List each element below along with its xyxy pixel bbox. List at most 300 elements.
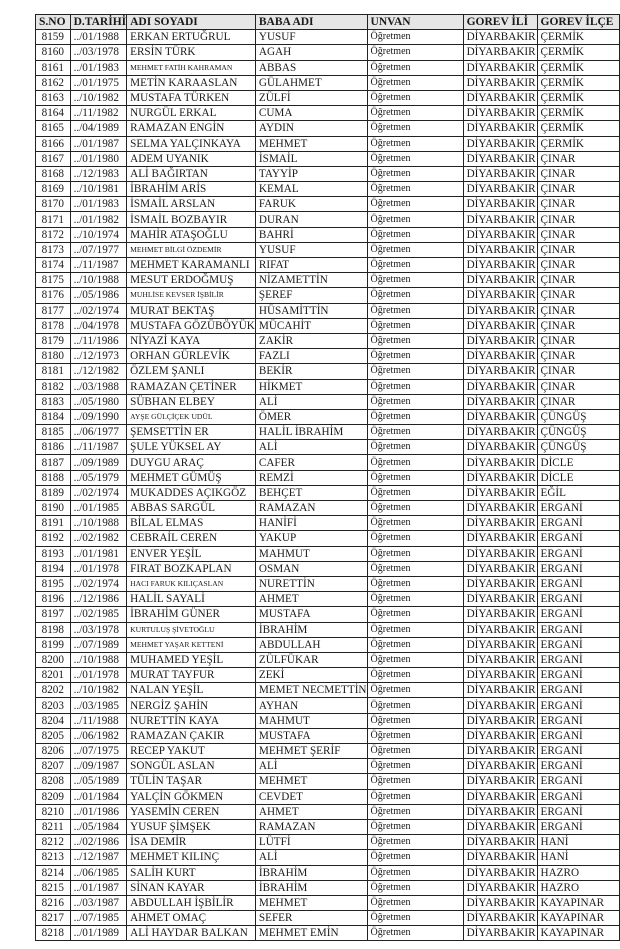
cell-sno: 8178	[36, 318, 71, 333]
cell-province: DİYARBAKIR	[463, 227, 537, 242]
table-row	[36, 45, 620, 60]
table-row	[36, 212, 620, 227]
cell-province: DİYARBAKIR	[463, 136, 537, 151]
cell-province: DİYARBAKIR	[463, 911, 537, 926]
cell-birth-date: ../02/1986	[70, 835, 127, 850]
cell-title: Öğretmen	[367, 364, 463, 379]
cell-father-name: ZAKİR	[255, 333, 367, 348]
cell-birth-date: ../01/1988	[70, 30, 127, 45]
cell-sno: 8176	[36, 288, 71, 303]
cell-district: ERGANİ	[537, 531, 620, 546]
cell-sno: 8169	[36, 182, 71, 197]
cell-father-name: YAKUP	[255, 531, 367, 546]
cell-province: DİYARBAKIR	[463, 774, 537, 789]
table-row	[36, 121, 620, 136]
cell-title: Öğretmen	[367, 880, 463, 895]
cell-sno: 8191	[36, 516, 71, 531]
cell-district: ÇINAR	[537, 151, 620, 166]
cell-birth-date: ../03/1985	[70, 698, 127, 713]
cell-sno: 8218	[36, 926, 71, 941]
cell-full-name: ŞULE YÜKSEL AY	[127, 440, 256, 455]
cell-sno: 8170	[36, 197, 71, 212]
cell-title: Öğretmen	[367, 637, 463, 652]
cell-birth-date: ../10/1988	[70, 273, 127, 288]
cell-father-name: AYHAN	[255, 698, 367, 713]
cell-full-name: RECEP YAKUT	[127, 744, 256, 759]
cell-title: Öğretmen	[367, 698, 463, 713]
cell-birth-date: ../05/1984	[70, 819, 127, 834]
cell-sno: 8163	[36, 90, 71, 105]
table-row	[36, 713, 620, 728]
cell-province: DİYARBAKIR	[463, 683, 537, 698]
cell-birth-date: ../10/1974	[70, 227, 127, 242]
cell-full-name: BİLAL ELMAS	[127, 516, 256, 531]
cell-birth-date: ../01/1978	[70, 561, 127, 576]
cell-father-name: FARUK	[255, 197, 367, 212]
table-row	[36, 759, 620, 774]
cell-father-name: İSMAİL	[255, 151, 367, 166]
table-row	[36, 197, 620, 212]
cell-district: ÇINAR	[537, 364, 620, 379]
cell-title: Öğretmen	[367, 516, 463, 531]
cell-father-name: HÜSAMİTTİN	[255, 303, 367, 318]
cell-full-name: SONGÜL ASLAN	[127, 759, 256, 774]
cell-full-name: ALİ HAYDAR BALKAN	[127, 926, 256, 941]
cell-title: Öğretmen	[367, 121, 463, 136]
table-row	[36, 895, 620, 910]
cell-province: DİYARBAKIR	[463, 90, 537, 105]
cell-father-name: ZEKİ	[255, 668, 367, 683]
cell-full-name: ÖZLEM ŞANLI	[127, 364, 256, 379]
cell-full-name: MEHMET YAŞAR KETTENİ	[127, 637, 256, 652]
cell-full-name: MUHLİSE KEVSER İŞBİLİR	[127, 288, 256, 303]
cell-birth-date: ../02/1985	[70, 607, 127, 622]
table-row	[36, 865, 620, 880]
cell-title: Öğretmen	[367, 531, 463, 546]
table-row	[36, 333, 620, 348]
cell-district: ERGANİ	[537, 759, 620, 774]
cell-district: ERGANİ	[537, 561, 620, 576]
cell-province: DİYARBAKIR	[463, 364, 537, 379]
table-row	[36, 318, 620, 333]
cell-full-name: MEHMET KILINÇ	[127, 850, 256, 865]
cell-title: Öğretmen	[367, 652, 463, 667]
cell-father-name: RAMAZAN	[255, 819, 367, 834]
cell-sno: 8205	[36, 728, 71, 743]
cell-province: DİYARBAKIR	[463, 455, 537, 470]
cell-sno: 8184	[36, 409, 71, 424]
cell-sno: 8214	[36, 865, 71, 880]
cell-province: DİYARBAKIR	[463, 759, 537, 774]
cell-father-name: MEHMET EMİN	[255, 926, 367, 941]
cell-district: DİCLE	[537, 455, 620, 470]
table-row	[36, 379, 620, 394]
cell-sno: 8187	[36, 455, 71, 470]
table-row	[36, 561, 620, 576]
cell-full-name: ABBAS SARGÜL	[127, 501, 256, 516]
cell-father-name: ABDULLAH	[255, 637, 367, 652]
cell-title: Öğretmen	[367, 501, 463, 516]
cell-district: ERGANİ	[537, 501, 620, 516]
cell-title: Öğretmen	[367, 151, 463, 166]
cell-sno: 8210	[36, 804, 71, 819]
cell-sno: 8202	[36, 683, 71, 698]
cell-district: ÇINAR	[537, 212, 620, 227]
table-row	[36, 60, 620, 75]
cell-father-name: ABBAS	[255, 60, 367, 75]
cell-district: ERGANİ	[537, 516, 620, 531]
table-row	[36, 273, 620, 288]
table-row	[36, 455, 620, 470]
cell-title: Öğretmen	[367, 728, 463, 743]
cell-birth-date: ../12/1987	[70, 850, 127, 865]
table-row	[36, 592, 620, 607]
cell-district: ÇERMİK	[537, 136, 620, 151]
cell-district: ÇINAR	[537, 242, 620, 257]
cell-title: Öğretmen	[367, 713, 463, 728]
cell-district: KAYAPINAR	[537, 911, 620, 926]
cell-title: Öğretmen	[367, 546, 463, 561]
cell-birth-date: ../01/1987	[70, 136, 127, 151]
cell-district: ERGANİ	[537, 622, 620, 637]
cell-title: Öğretmen	[367, 850, 463, 865]
teacher-assignment-list	[35, 14, 620, 941]
cell-sno: 8203	[36, 698, 71, 713]
cell-father-name: MÜCAHİT	[255, 318, 367, 333]
table-row	[36, 258, 620, 273]
cell-district: HAZRO	[537, 865, 620, 880]
cell-full-name: İBRAHİM GÜNER	[127, 607, 256, 622]
cell-sno: 8198	[36, 622, 71, 637]
cell-title: Öğretmen	[367, 819, 463, 834]
cell-father-name: HALİL İBRAHİM	[255, 425, 367, 440]
cell-father-name: AGAH	[255, 45, 367, 60]
table-row	[36, 774, 620, 789]
cell-birth-date: ../09/1987	[70, 759, 127, 774]
table-row	[36, 835, 620, 850]
cell-father-name: FAZLI	[255, 349, 367, 364]
cell-birth-date: ../11/1982	[70, 106, 127, 121]
table-row	[36, 394, 620, 409]
cell-birth-date: ../02/1974	[70, 576, 127, 591]
assignment-table	[35, 14, 620, 941]
table-row	[36, 288, 620, 303]
cell-province: DİYARBAKIR	[463, 576, 537, 591]
cell-district: ÇINAR	[537, 394, 620, 409]
cell-birth-date: ../12/1986	[70, 592, 127, 607]
cell-province: DİYARBAKIR	[463, 607, 537, 622]
table-row	[36, 668, 620, 683]
cell-father-name: MEMET NECMETTİN	[255, 683, 367, 698]
cell-full-name: HACI FARUK KILIÇASLAN	[127, 576, 256, 591]
cell-full-name: FIRAT BOZKAPLAN	[127, 561, 256, 576]
cell-full-name: ŞEMSETTİN ER	[127, 425, 256, 440]
cell-title: Öğretmen	[367, 409, 463, 424]
cell-province: DİYARBAKIR	[463, 409, 537, 424]
cell-birth-date: ../01/1978	[70, 668, 127, 683]
cell-title: Öğretmen	[367, 926, 463, 941]
cell-sno: 8177	[36, 303, 71, 318]
cell-sno: 8166	[36, 136, 71, 151]
header-full-name: ADI SOYADI	[127, 15, 256, 30]
cell-sno: 8175	[36, 273, 71, 288]
cell-title: Öğretmen	[367, 622, 463, 637]
cell-sno: 8215	[36, 880, 71, 895]
cell-father-name: ALİ	[255, 394, 367, 409]
cell-province: DİYARBAKIR	[463, 516, 537, 531]
cell-birth-date: ../10/1988	[70, 652, 127, 667]
cell-province: DİYARBAKIR	[463, 75, 537, 90]
cell-district: KAYAPINAR	[537, 895, 620, 910]
cell-father-name: SEFER	[255, 911, 367, 926]
cell-birth-date: ../12/1973	[70, 349, 127, 364]
cell-province: DİYARBAKIR	[463, 835, 537, 850]
table-row	[36, 151, 620, 166]
cell-province: DİYARBAKIR	[463, 713, 537, 728]
cell-district: KAYAPINAR	[537, 926, 620, 941]
cell-full-name: YUSUF ŞİMŞEK	[127, 819, 256, 834]
cell-birth-date: ../07/1985	[70, 911, 127, 926]
cell-sno: 8199	[36, 637, 71, 652]
cell-birth-date: ../10/1981	[70, 182, 127, 197]
cell-province: DİYARBAKIR	[463, 501, 537, 516]
cell-district: ERGANİ	[537, 774, 620, 789]
cell-title: Öğretmen	[367, 592, 463, 607]
cell-father-name: GÜLAHMET	[255, 75, 367, 90]
cell-title: Öğretmen	[367, 470, 463, 485]
cell-title: Öğretmen	[367, 774, 463, 789]
cell-father-name: MAHMUT	[255, 546, 367, 561]
table-row	[36, 364, 620, 379]
cell-title: Öğretmen	[367, 865, 463, 880]
cell-full-name: AHMET OMAÇ	[127, 911, 256, 926]
cell-province: DİYARBAKIR	[463, 652, 537, 667]
table-row	[36, 136, 620, 151]
cell-father-name: TAYYİP	[255, 166, 367, 181]
cell-province: DİYARBAKIR	[463, 121, 537, 136]
cell-province: DİYARBAKIR	[463, 333, 537, 348]
cell-sno: 8159	[36, 30, 71, 45]
cell-birth-date: ../01/1975	[70, 75, 127, 90]
cell-birth-date: ../07/1977	[70, 242, 127, 257]
cell-full-name: KURTULUŞ ŞİVETOĞLU	[127, 622, 256, 637]
cell-title: Öğretmen	[367, 576, 463, 591]
table-row	[36, 227, 620, 242]
cell-sno: 8181	[36, 364, 71, 379]
cell-father-name: KEMAL	[255, 182, 367, 197]
cell-title: Öğretmen	[367, 379, 463, 394]
cell-district: ÇERMİK	[537, 121, 620, 136]
cell-father-name: ZÜLFİ	[255, 90, 367, 105]
cell-full-name: SALİH KURT	[127, 865, 256, 880]
cell-district: ÇERMİK	[537, 45, 620, 60]
cell-sno: 8207	[36, 759, 71, 774]
table-row	[36, 516, 620, 531]
cell-sno: 8164	[36, 106, 71, 121]
cell-province: DİYARBAKIR	[463, 394, 537, 409]
cell-province: DİYARBAKIR	[463, 425, 537, 440]
cell-birth-date: ../06/1977	[70, 425, 127, 440]
table-row	[36, 850, 620, 865]
cell-sno: 8180	[36, 349, 71, 364]
cell-province: DİYARBAKIR	[463, 698, 537, 713]
cell-father-name: BAHRİ	[255, 227, 367, 242]
cell-district: HAZRO	[537, 880, 620, 895]
table-row	[36, 744, 620, 759]
cell-birth-date: ../03/1988	[70, 379, 127, 394]
table-row	[36, 242, 620, 257]
cell-district: ERGANİ	[537, 607, 620, 622]
table-row	[36, 804, 620, 819]
cell-title: Öğretmen	[367, 106, 463, 121]
cell-province: DİYARBAKIR	[463, 728, 537, 743]
cell-title: Öğretmen	[367, 425, 463, 440]
cell-father-name: MEHMET	[255, 895, 367, 910]
table-row	[36, 409, 620, 424]
table-row	[36, 425, 620, 440]
cell-sno: 8168	[36, 166, 71, 181]
cell-province: DİYARBAKIR	[463, 592, 537, 607]
cell-province: DİYARBAKIR	[463, 182, 537, 197]
cell-district: ÇINAR	[537, 349, 620, 364]
cell-father-name: HANİFİ	[255, 516, 367, 531]
cell-birth-date: ../04/1978	[70, 318, 127, 333]
cell-full-name: MEHMET FATİH KAHRAMAN	[127, 60, 256, 75]
cell-title: Öğretmen	[367, 349, 463, 364]
cell-province: DİYARBAKIR	[463, 30, 537, 45]
cell-father-name: ALİ	[255, 759, 367, 774]
cell-full-name: MEHMET BİLGİ ÖZDEMİR	[127, 242, 256, 257]
cell-birth-date: ../01/1987	[70, 880, 127, 895]
cell-father-name: MUSTAFA	[255, 607, 367, 622]
cell-sno: 8171	[36, 212, 71, 227]
cell-father-name: MEHMET	[255, 774, 367, 789]
header-birth-date: D.TARİHİ	[70, 15, 127, 30]
cell-district: ERGANİ	[537, 652, 620, 667]
cell-birth-date: ../07/1975	[70, 744, 127, 759]
table-row	[36, 440, 620, 455]
cell-sno: 8172	[36, 227, 71, 242]
cell-province: DİYARBAKIR	[463, 850, 537, 865]
cell-district: ÇINAR	[537, 273, 620, 288]
cell-father-name: HİKMET	[255, 379, 367, 394]
table-row	[36, 607, 620, 622]
table-row	[36, 303, 620, 318]
cell-full-name: SELMA YALÇINKAYA	[127, 136, 256, 151]
cell-province: DİYARBAKIR	[463, 258, 537, 273]
cell-birth-date: ../12/1983	[70, 166, 127, 181]
cell-title: Öğretmen	[367, 789, 463, 804]
table-row	[36, 683, 620, 698]
table-row	[36, 728, 620, 743]
cell-province: DİYARBAKIR	[463, 303, 537, 318]
cell-district: ERGANİ	[537, 819, 620, 834]
cell-full-name: DUYGU ARAÇ	[127, 455, 256, 470]
cell-district: ERGANİ	[537, 668, 620, 683]
cell-full-name: YALÇİN GÖKMEN	[127, 789, 256, 804]
cell-title: Öğretmen	[367, 197, 463, 212]
cell-province: DİYARBAKIR	[463, 668, 537, 683]
cell-sno: 8160	[36, 45, 71, 60]
cell-sno: 8217	[36, 911, 71, 926]
cell-full-name: NALAN YEŞİL	[127, 683, 256, 698]
cell-district: EĞİL	[537, 485, 620, 500]
cell-full-name: HALİL SAYALİ	[127, 592, 256, 607]
cell-birth-date: ../11/1987	[70, 440, 127, 455]
cell-full-name: YASEMİN CEREN	[127, 804, 256, 819]
cell-sno: 8161	[36, 60, 71, 75]
cell-father-name: CUMA	[255, 106, 367, 121]
cell-sno: 8182	[36, 379, 71, 394]
cell-sno: 8190	[36, 501, 71, 516]
table-row	[36, 75, 620, 90]
cell-title: Öğretmen	[367, 744, 463, 759]
cell-father-name: İBRAHİM	[255, 865, 367, 880]
cell-sno: 8173	[36, 242, 71, 257]
cell-title: Öğretmen	[367, 90, 463, 105]
table-row	[36, 926, 620, 941]
cell-full-name: MUSTAFA TÜRKEN	[127, 90, 256, 105]
table-row	[36, 166, 620, 181]
cell-province: DİYARBAKIR	[463, 212, 537, 227]
cell-district: ÇINAR	[537, 258, 620, 273]
cell-birth-date: ../06/1985	[70, 865, 127, 880]
cell-father-name: ZÜLFÜKAR	[255, 652, 367, 667]
cell-birth-date: ../05/1980	[70, 394, 127, 409]
cell-title: Öğretmen	[367, 683, 463, 698]
cell-father-name: YUSUF	[255, 242, 367, 257]
table-row	[36, 90, 620, 105]
header-title: UNVAN	[367, 15, 463, 30]
cell-province: DİYARBAKIR	[463, 349, 537, 364]
cell-title: Öğretmen	[367, 607, 463, 622]
cell-full-name: NURGÜL ERKAL	[127, 106, 256, 121]
cell-father-name: AHMET	[255, 592, 367, 607]
cell-full-name: MUKADDES AÇIKGÖZ	[127, 485, 256, 500]
table-row	[36, 531, 620, 546]
table-row	[36, 698, 620, 713]
cell-father-name: REMZİ	[255, 470, 367, 485]
cell-province: DİYARBAKIR	[463, 637, 537, 652]
cell-province: DİYARBAKIR	[463, 273, 537, 288]
cell-district: HANİ	[537, 835, 620, 850]
header-row	[36, 15, 620, 30]
cell-district: ÇINAR	[537, 227, 620, 242]
table-row	[36, 485, 620, 500]
cell-birth-date: ../09/1990	[70, 409, 127, 424]
cell-title: Öğretmen	[367, 242, 463, 257]
cell-full-name: ENVER YEŞİL	[127, 546, 256, 561]
cell-sno: 8188	[36, 470, 71, 485]
cell-birth-date: ../11/1987	[70, 258, 127, 273]
cell-title: Öğretmen	[367, 318, 463, 333]
cell-title: Öğretmen	[367, 804, 463, 819]
cell-full-name: SİNAN KAYAR	[127, 880, 256, 895]
cell-father-name: ÖMER	[255, 409, 367, 424]
cell-full-name: MURAT TAYFUR	[127, 668, 256, 683]
cell-province: DİYARBAKIR	[463, 485, 537, 500]
cell-full-name: TÜLİN TAŞAR	[127, 774, 256, 789]
cell-district: ÇÜNGÜŞ	[537, 425, 620, 440]
cell-full-name: MAHİR ATAŞOĞLU	[127, 227, 256, 242]
cell-title: Öğretmen	[367, 288, 463, 303]
cell-birth-date: ../11/1986	[70, 333, 127, 348]
cell-full-name: NURETTİN KAYA	[127, 713, 256, 728]
cell-sno: 8186	[36, 440, 71, 455]
table-row	[36, 501, 620, 516]
cell-province: DİYARBAKIR	[463, 197, 537, 212]
cell-father-name: MEHMET	[255, 136, 367, 151]
